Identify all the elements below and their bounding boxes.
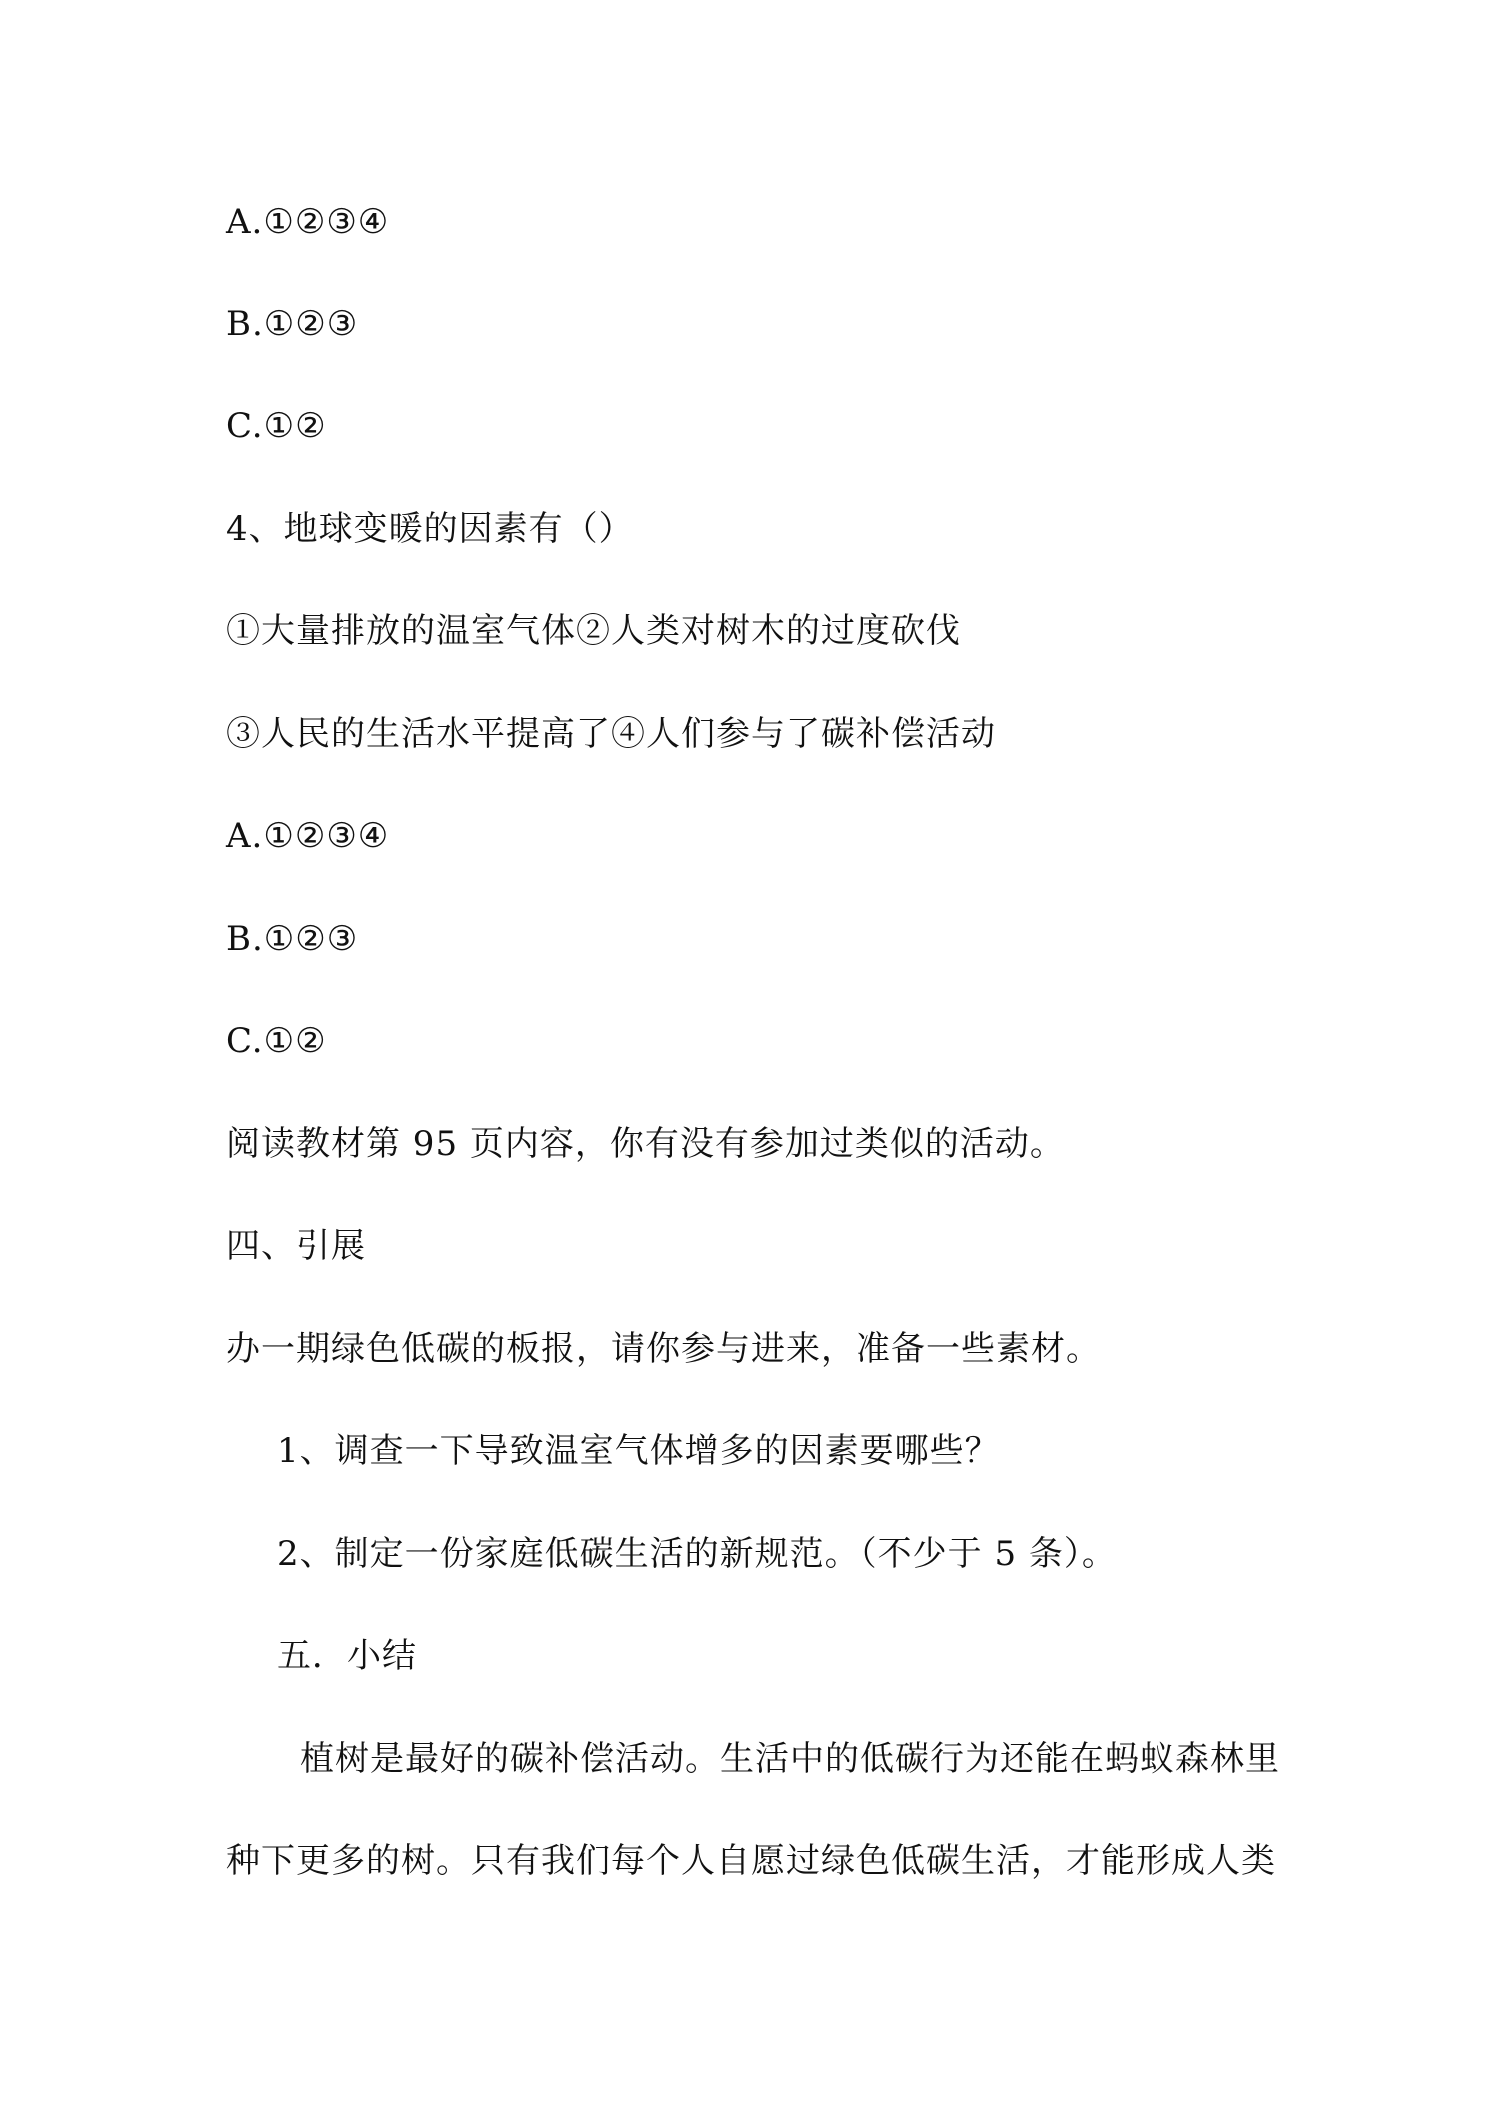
question-4-items-line-2: ③人民的生活水平提高了④人们参与了碳补偿活动 [226, 714, 996, 754]
summary-paragraph-line-1: 植树是最好的碳补偿活动。生活中的低碳行为还能在蚂蚁森林里 [300, 1739, 1280, 1779]
option-a-text: A.①②③④ [226, 202, 390, 242]
section-heading-extension: 四、引展 [226, 1226, 366, 1266]
reading-prompt: 阅读教材第 95 页内容，你有没有参加过类似的活动。 [226, 1124, 1065, 1164]
option-b-text: B.①②③ [226, 919, 359, 959]
option-a-text: A.①②③④ [226, 816, 390, 856]
activity-item-1: 1、调查一下导致温室气体增多的因素要哪些？ [277, 1431, 1000, 1471]
activity-intro: 办一期绿色低碳的板报，请你参与进来，准备一些素材。 [226, 1329, 1101, 1369]
question-4-text: 4、地球变暖的因素有（） [226, 509, 634, 549]
section-heading-summary: 五．小结 [277, 1636, 417, 1676]
option-b-text: B.①②③ [226, 304, 359, 344]
activity-item-2: 2、制定一份家庭低碳生活的新规范。（不少于 5 条）。 [277, 1534, 1117, 1574]
option-c-text: C.①② [226, 1021, 327, 1061]
question-4-items-line-1: ①大量排放的温室气体②人类对树木的过度砍伐 [226, 611, 961, 651]
summary-paragraph-line-2: 种下更多的树。只有我们每个人自愿过绿色低碳生活，才能形成人类 [226, 1841, 1276, 1881]
option-c-text: C.①② [226, 406, 327, 446]
